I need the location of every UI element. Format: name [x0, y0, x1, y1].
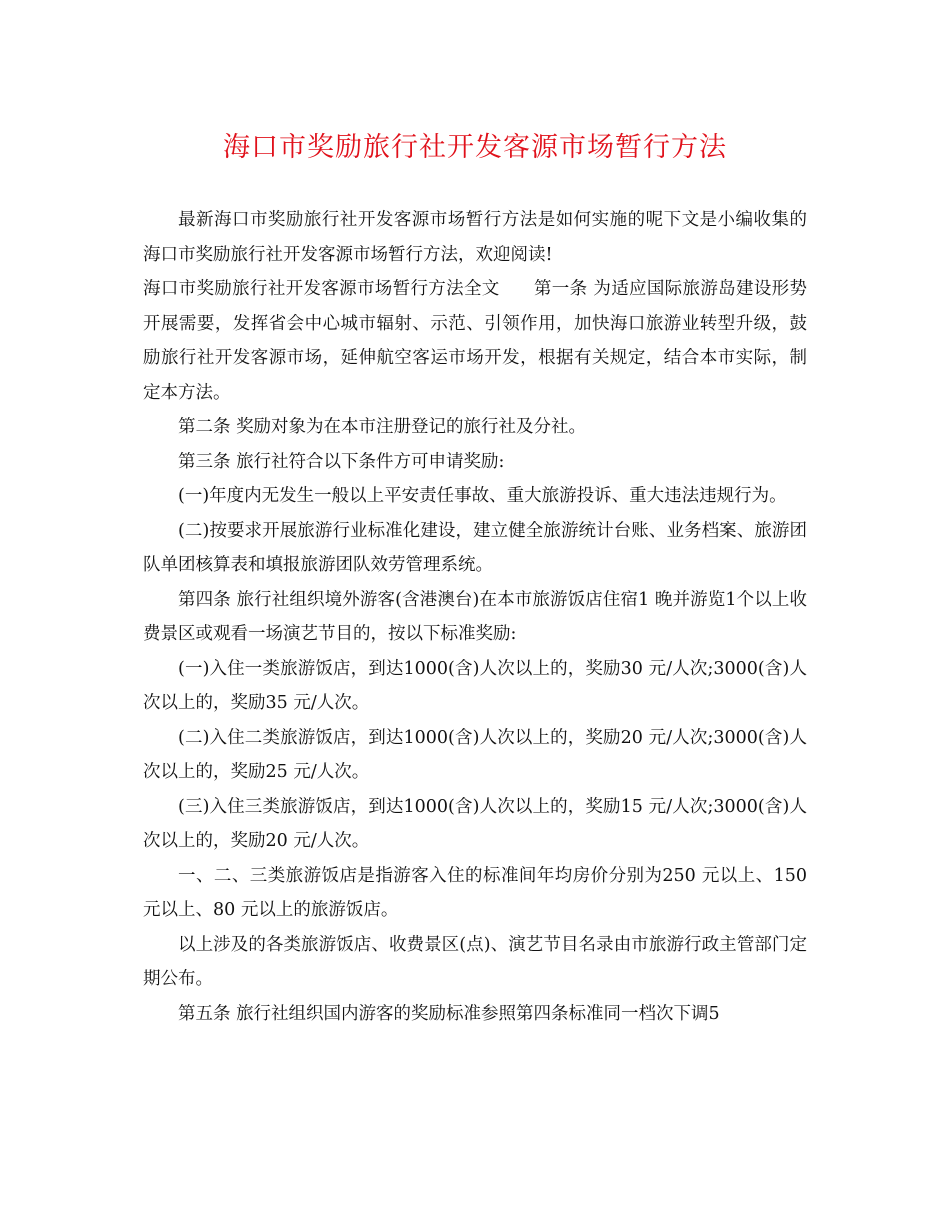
paragraph-hotel-class-3: (三)入住三类旅游饭店，到达1000(含)人次以上的，奖励15 元/人次;3000(含)人次以上的，奖励20 元/人次。	[143, 796, 807, 851]
paragraph-condition-2: (二)按要求开展旅游行业标准化建设，建立健全旅游统计台账、业务档案、旅游团队单团核算表和填报旅游团队效劳管理系统。	[143, 520, 807, 575]
paragraph-article-2: 第二条 奖励对象为在本市注册登记的旅行社及分社。	[178, 417, 587, 437]
paragraph-hotel-class-1: (一)入住一类旅游饭店，到达1000(含)人次以上的，奖励30 元/人次;3000(含)人次以上的，奖励35 元/人次。	[143, 658, 807, 713]
document-title: 海口市奖励旅行社开发客源市场暂行方法	[223, 132, 727, 163]
paragraph-article-4: 第四条 旅行社组织境外游客(含港澳台)在本市旅游饭店住宿1 晚并游览1个以上收费景区或观看一场演艺节目的，按以下标准奖励:	[143, 589, 807, 644]
paragraph-hotel-class-2: (二)入住二类旅游饭店，到达1000(含)人次以上的，奖励20 元/人次;3000(含)人次以上的，奖励25 元/人次。	[143, 727, 807, 782]
article-1-text: 第一条 为适应国际旅游岛建设形势开展需要，发挥省会中心城市辐射、示范、引领作用，加快海口旅游业转型升级，鼓励旅行社开发客源市场，延伸航空客运市场开发，根据有关规定，结合本市实际，制定本方法。	[143, 279, 808, 403]
paragraph-article-1	[143, 272, 807, 410]
paragraph-hotel-definition: 一、二、三类旅游饭店是指游客入住的标准间年均房价分别为250 元以上、150 元以上、80 元以上的旅游饭店。	[143, 865, 807, 920]
paragraph-intro: 最新海口市奖励旅行社开发客源市场暂行方法是如何实施的呢下文是小编收集的海口市奖励旅行社开发客源市场暂行方法，欢迎阅读!	[143, 210, 807, 265]
document-body	[143, 203, 807, 1031]
paragraph-article-5: 第五条 旅行社组织国内游客的奖励标准参照第四条标准同一档次下调5	[178, 1003, 720, 1024]
paragraph-condition-1: (一)年度内无发生一般以上平安责任事故、重大旅游投诉、重大违法违规行为。	[178, 486, 787, 506]
paragraph-directory: 以上涉及的各类旅游饭店、收费景区(点)、演艺节目名录由市旅游行政主管部门定期公布。	[143, 934, 807, 989]
fulltext-heading: 海口市奖励旅行社开发客源市场暂行方法全文	[143, 279, 500, 299]
paragraph-article-3: 第三条 旅行社符合以下条件方可申请奖励:	[178, 451, 505, 472]
